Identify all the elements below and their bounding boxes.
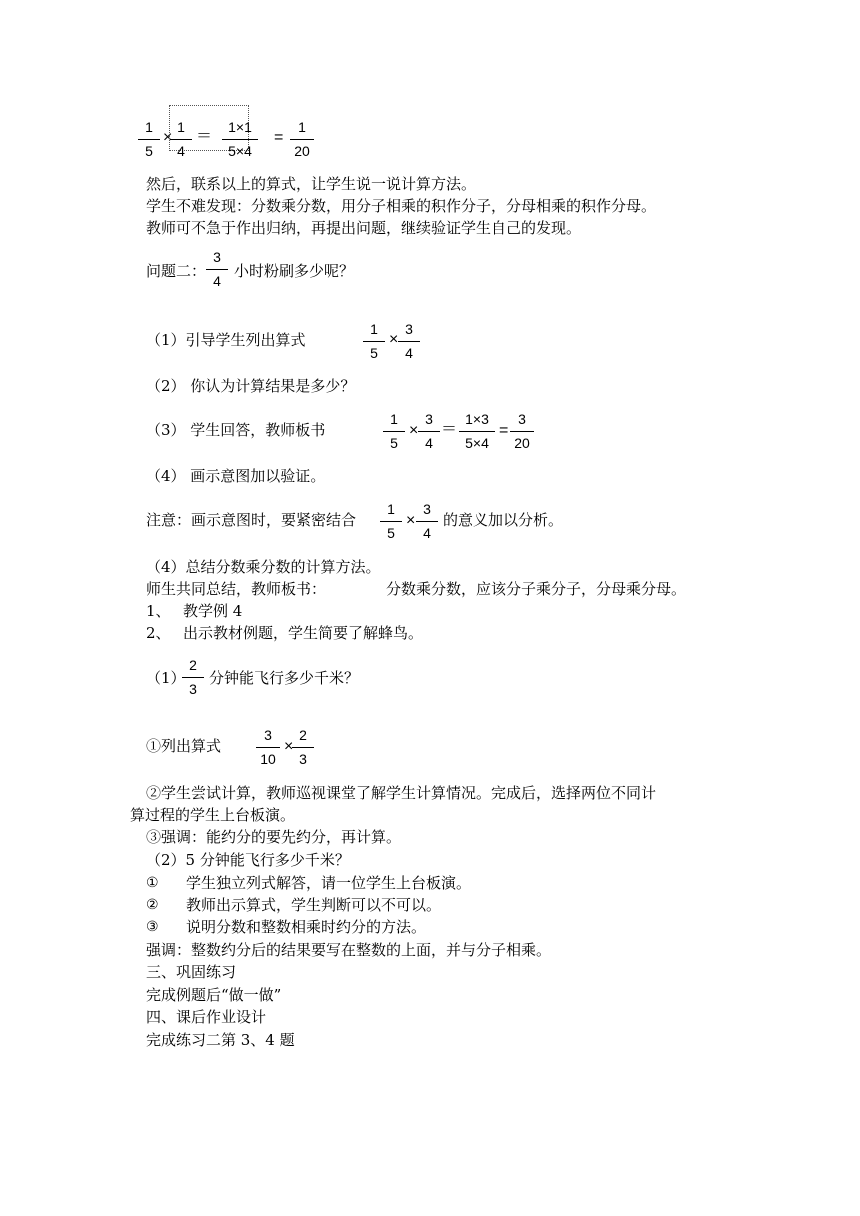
section-heading: 四、课后作业设计: [146, 1008, 267, 1026]
fraction-bar: [290, 139, 314, 140]
fraction-bar: [418, 431, 440, 432]
denominator: 5×4: [228, 143, 252, 159]
fraction-bar: [398, 341, 420, 342]
paragraph: 算过程的学生上台板演。: [130, 806, 296, 824]
paragraph: 教师可不急于作出归纳，再提出问题，继续验证学生自己的发现。: [146, 219, 582, 237]
list-item: 学生独立列式解答，请一位学生上台板演。: [186, 874, 472, 892]
fraction-bar: [380, 521, 402, 522]
step-text: （4）总结分数乘分数的计算方法。: [146, 558, 381, 576]
fraction-bar: [222, 139, 258, 140]
denominator: 5×4: [465, 435, 489, 451]
denominator: 5: [387, 525, 395, 541]
equals-sign: =: [499, 422, 509, 439]
equals-sign: ＝: [196, 128, 213, 145]
list-item: 说明分数和整数相乘时约分的方法。: [186, 918, 427, 936]
denominator: 4: [213, 273, 221, 289]
step-text: ①列出算式: [146, 737, 222, 755]
note-suffix: 的意义加以分析。: [443, 511, 564, 529]
note-prefix: 注意：画示意图时，要紧密结合: [146, 511, 357, 529]
paragraph: ②学生尝试计算，教师巡视课堂了解学生计算情况。完成后，选择两位不同计: [146, 784, 657, 802]
denominator: 5: [145, 143, 153, 159]
numerator: 3: [425, 411, 433, 427]
paragraph: ③强调：能约分的要先约分，再计算。: [146, 828, 402, 846]
list-number: 2、: [146, 624, 171, 642]
numerator: 3: [213, 249, 221, 265]
fraction-bar: [138, 139, 160, 140]
paragraph: 完成例题后“做一做”: [146, 986, 282, 1004]
section-heading: 三、巩固练习: [146, 963, 237, 981]
summary-right: 分数乘分数，应该分子乘分子，分母乘分母。: [386, 580, 687, 598]
list-item: 出示教材例题，学生简要了解蜂鸟。: [183, 624, 424, 642]
question-prefix: 问题二：: [146, 262, 207, 280]
times-sign: ×: [409, 422, 419, 439]
numerator: 1: [370, 321, 378, 337]
list-item: 教师出示算式，学生判断可以不可以。: [186, 896, 442, 914]
list-item: 教学例 4: [183, 602, 243, 620]
denominator: 3: [299, 751, 307, 767]
step-text: （2） 你认为计算结果是多少？: [146, 377, 356, 395]
numerator: 1: [298, 119, 306, 135]
step-text: （1）引导学生列出算式: [146, 331, 306, 349]
problem-prefix: （1）: [146, 669, 186, 687]
numerator: 3: [518, 411, 526, 427]
numerator: 1: [390, 411, 398, 427]
circled-number: ③: [146, 919, 159, 935]
fraction-bar: [256, 747, 280, 748]
denominator: 4: [425, 435, 433, 451]
fraction-bar: [170, 139, 192, 140]
equals-sign: ＝: [441, 421, 458, 438]
equals-sign: =: [274, 129, 284, 146]
denominator: 20: [294, 143, 310, 159]
fraction-bar: [363, 341, 385, 342]
denominator: 5: [390, 435, 398, 451]
problem-suffix: 分钟能飞行多少千米？: [209, 669, 360, 687]
denominator: 10: [260, 751, 276, 767]
numerator: 3: [423, 501, 431, 517]
numerator: 1: [145, 119, 153, 135]
numerator: 1×3: [465, 411, 489, 427]
times-sign: ×: [163, 129, 173, 146]
numerator: 3: [405, 321, 413, 337]
numerator: 1: [177, 119, 185, 135]
fraction-bar: [206, 269, 228, 270]
fraction-bar: [182, 677, 204, 678]
numerator: 2: [299, 727, 307, 743]
numerator: 3: [264, 727, 272, 743]
fraction-bar: [416, 521, 438, 522]
step-text: （4） 画示意图加以验证。: [146, 467, 326, 485]
numerator: 1: [387, 501, 395, 517]
summary-left: 师生共同总结，教师板书：: [146, 580, 327, 598]
circled-number: ①: [146, 875, 159, 891]
times-sign: ×: [406, 512, 416, 529]
denominator: 20: [514, 435, 530, 451]
times-sign: ×: [389, 331, 399, 348]
times-sign: ×: [284, 738, 294, 755]
fraction-bar: [459, 431, 495, 432]
denominator: 4: [177, 143, 185, 159]
fraction-bar: [292, 747, 314, 748]
fraction-bar: [510, 431, 534, 432]
paragraph: 强调：整数约分后的结果要写在整数的上面，并与分子相乘。: [146, 941, 552, 959]
denominator: 3: [189, 681, 197, 697]
paragraph: 然后，联系以上的算式，让学生说一说计算方法。: [146, 175, 477, 193]
list-number: 1、: [146, 602, 171, 620]
denominator: 4: [423, 525, 431, 541]
fraction-bar: [383, 431, 405, 432]
circled-number: ②: [146, 897, 159, 913]
paragraph: 学生不难发现：分数乘分数，用分子相乘的积作分子，分母相乘的积作分母。: [146, 197, 657, 215]
numerator: 2: [189, 657, 197, 673]
question-suffix: 小时粉刷多少呢？: [234, 262, 355, 280]
step-text: （3） 学生回答，教师板书: [146, 421, 326, 439]
paragraph: 完成练习二第 3、4 题: [146, 1031, 295, 1049]
denominator: 4: [405, 345, 413, 361]
denominator: 5: [370, 345, 378, 361]
paragraph: （2）5 分钟能飞行多少千米？: [146, 851, 350, 869]
numerator: 1×1: [228, 119, 252, 135]
